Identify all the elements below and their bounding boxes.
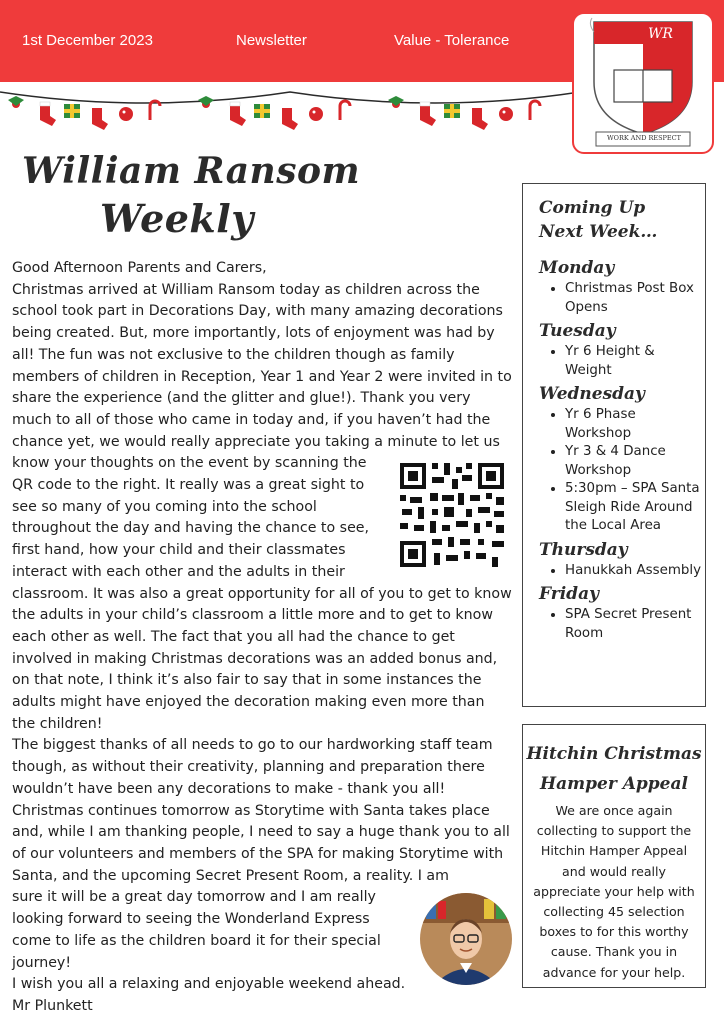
crest-initials: WR (648, 26, 673, 42)
hamper-appeal-panel (522, 724, 706, 988)
event-item: • Christmas Post Box Opens (565, 280, 705, 317)
event-item: • Yr 3 & 4 Dance Workshop (565, 443, 705, 480)
headteacher-avatar-icon (420, 893, 512, 985)
article-paragraph-1b: know your thoughts on the event by scanning the QR code to the right. It really was a great sight to see so many of you coming into the school throughout the day and having the chance to see, first hand, how your child and their classmates interact with each other and the adults in their classroom. It was also a great opportunity for all of you to get to know the adults in your child’s classroom a little more and to get to know each other as well. The fact that you all had the chance to get involved in making Christmas decorations was an added bonus and, on that note, I think it’s also fair to say that in some instances the adults might have enjoyed the decoration making even more than the children! (12, 455, 512, 732)
coming-up-panel (522, 183, 706, 707)
coming-up-days (539, 256, 705, 645)
day-friday: Friday (539, 584, 599, 604)
article-body (12, 258, 512, 1018)
article-signature: Mr Plunkett (12, 997, 93, 1014)
school-crest (572, 12, 714, 154)
newsletter-type: Newsletter (236, 32, 307, 49)
hamper-appeal-title: Hitchin Christmas Hamper Appeal (526, 744, 702, 794)
article-paragraph-3a: Christmas continues tomorrow as Storytime with Santa takes place and, while I am thanking people, I need to say a huge thank you to all of our volunteers and members of the SPA for making Storytime with Santa, and the upcoming Secret Present Room, a reality. I am (12, 802, 510, 884)
article-paragraph-3b: sure it will be a great day tomorrow and I am really looking forward to seeing the Wonderland Express come to life as the children board it for their special journey! (12, 889, 381, 971)
event-item: • Yr 6 Height & Weight (565, 343, 705, 380)
monday-events (539, 280, 705, 317)
day-thursday: Thursday (539, 539, 628, 560)
tuesday-events (539, 343, 705, 380)
newsletter-date: 1st December 2023 (22, 32, 153, 49)
thursday-events (539, 562, 705, 581)
day-monday: Monday (539, 258, 615, 278)
crest-motto: WORK AND RESPECT (606, 134, 681, 142)
event-item: • Hanukkah Assembly (565, 562, 705, 581)
article-closing: I wish you all a relaxing and enjoyable weekend ahead. (12, 976, 406, 993)
event-item: • Yr 6 Phase Workshop (565, 406, 705, 443)
headteacher-photo (420, 893, 512, 985)
event-item: • 5:30pm – SPA Santa Sleigh Ride Around the Local Area (565, 480, 705, 536)
day-wednesday: Wednesday (539, 384, 645, 404)
wednesday-events (539, 406, 705, 536)
hamper-appeal-text: We are once again collecting to support the Hitchin Hamper Appeal and would really appreciate your help with collecting 45 selection boxes to for this worthy cause. Thank you in advance for your help. (533, 803, 695, 980)
article-paragraph-2: The biggest thanks of all needs to go to our hardworking staff team though, as without their creativity, planning and preparation there wouldn’t have been any decorations to make - thank you all! (12, 737, 493, 797)
day-tuesday: Tuesday (539, 321, 616, 341)
article-paragraph-1a: Christmas arrived at William Ransom today as children across the school took part in Decorations Day, with many amazing decorations being created. But, more importantly, lots of enjoyment was had by all! The fun was not exclusive to the children though as family members of children in Reception, Year 1 and Year 2 were invited in to share the experience (and the glitter and glue!). Thank you very much to all of those who came in today and, if you haven’t had the chance yet, we would really appreciate you taking a minute to let us (12, 281, 512, 450)
coming-up-title: Coming Up Next Week… (539, 198, 658, 242)
newsletter-title-line2: Weekly (100, 196, 254, 241)
qr-code[interactable] (396, 459, 508, 571)
christmas-garland-icon (0, 80, 580, 140)
newsletter-title-line1: William Ransom (22, 150, 361, 192)
event-item: • SPA Secret Present Room (565, 606, 705, 643)
crest-shield-icon (574, 14, 712, 152)
article-greeting: Good Afternoon Parents and Carers, (12, 260, 267, 276)
friday-events (539, 606, 705, 643)
newsletter-value: Value - Tolerance (394, 32, 510, 49)
qr-code-icon (396, 459, 508, 571)
